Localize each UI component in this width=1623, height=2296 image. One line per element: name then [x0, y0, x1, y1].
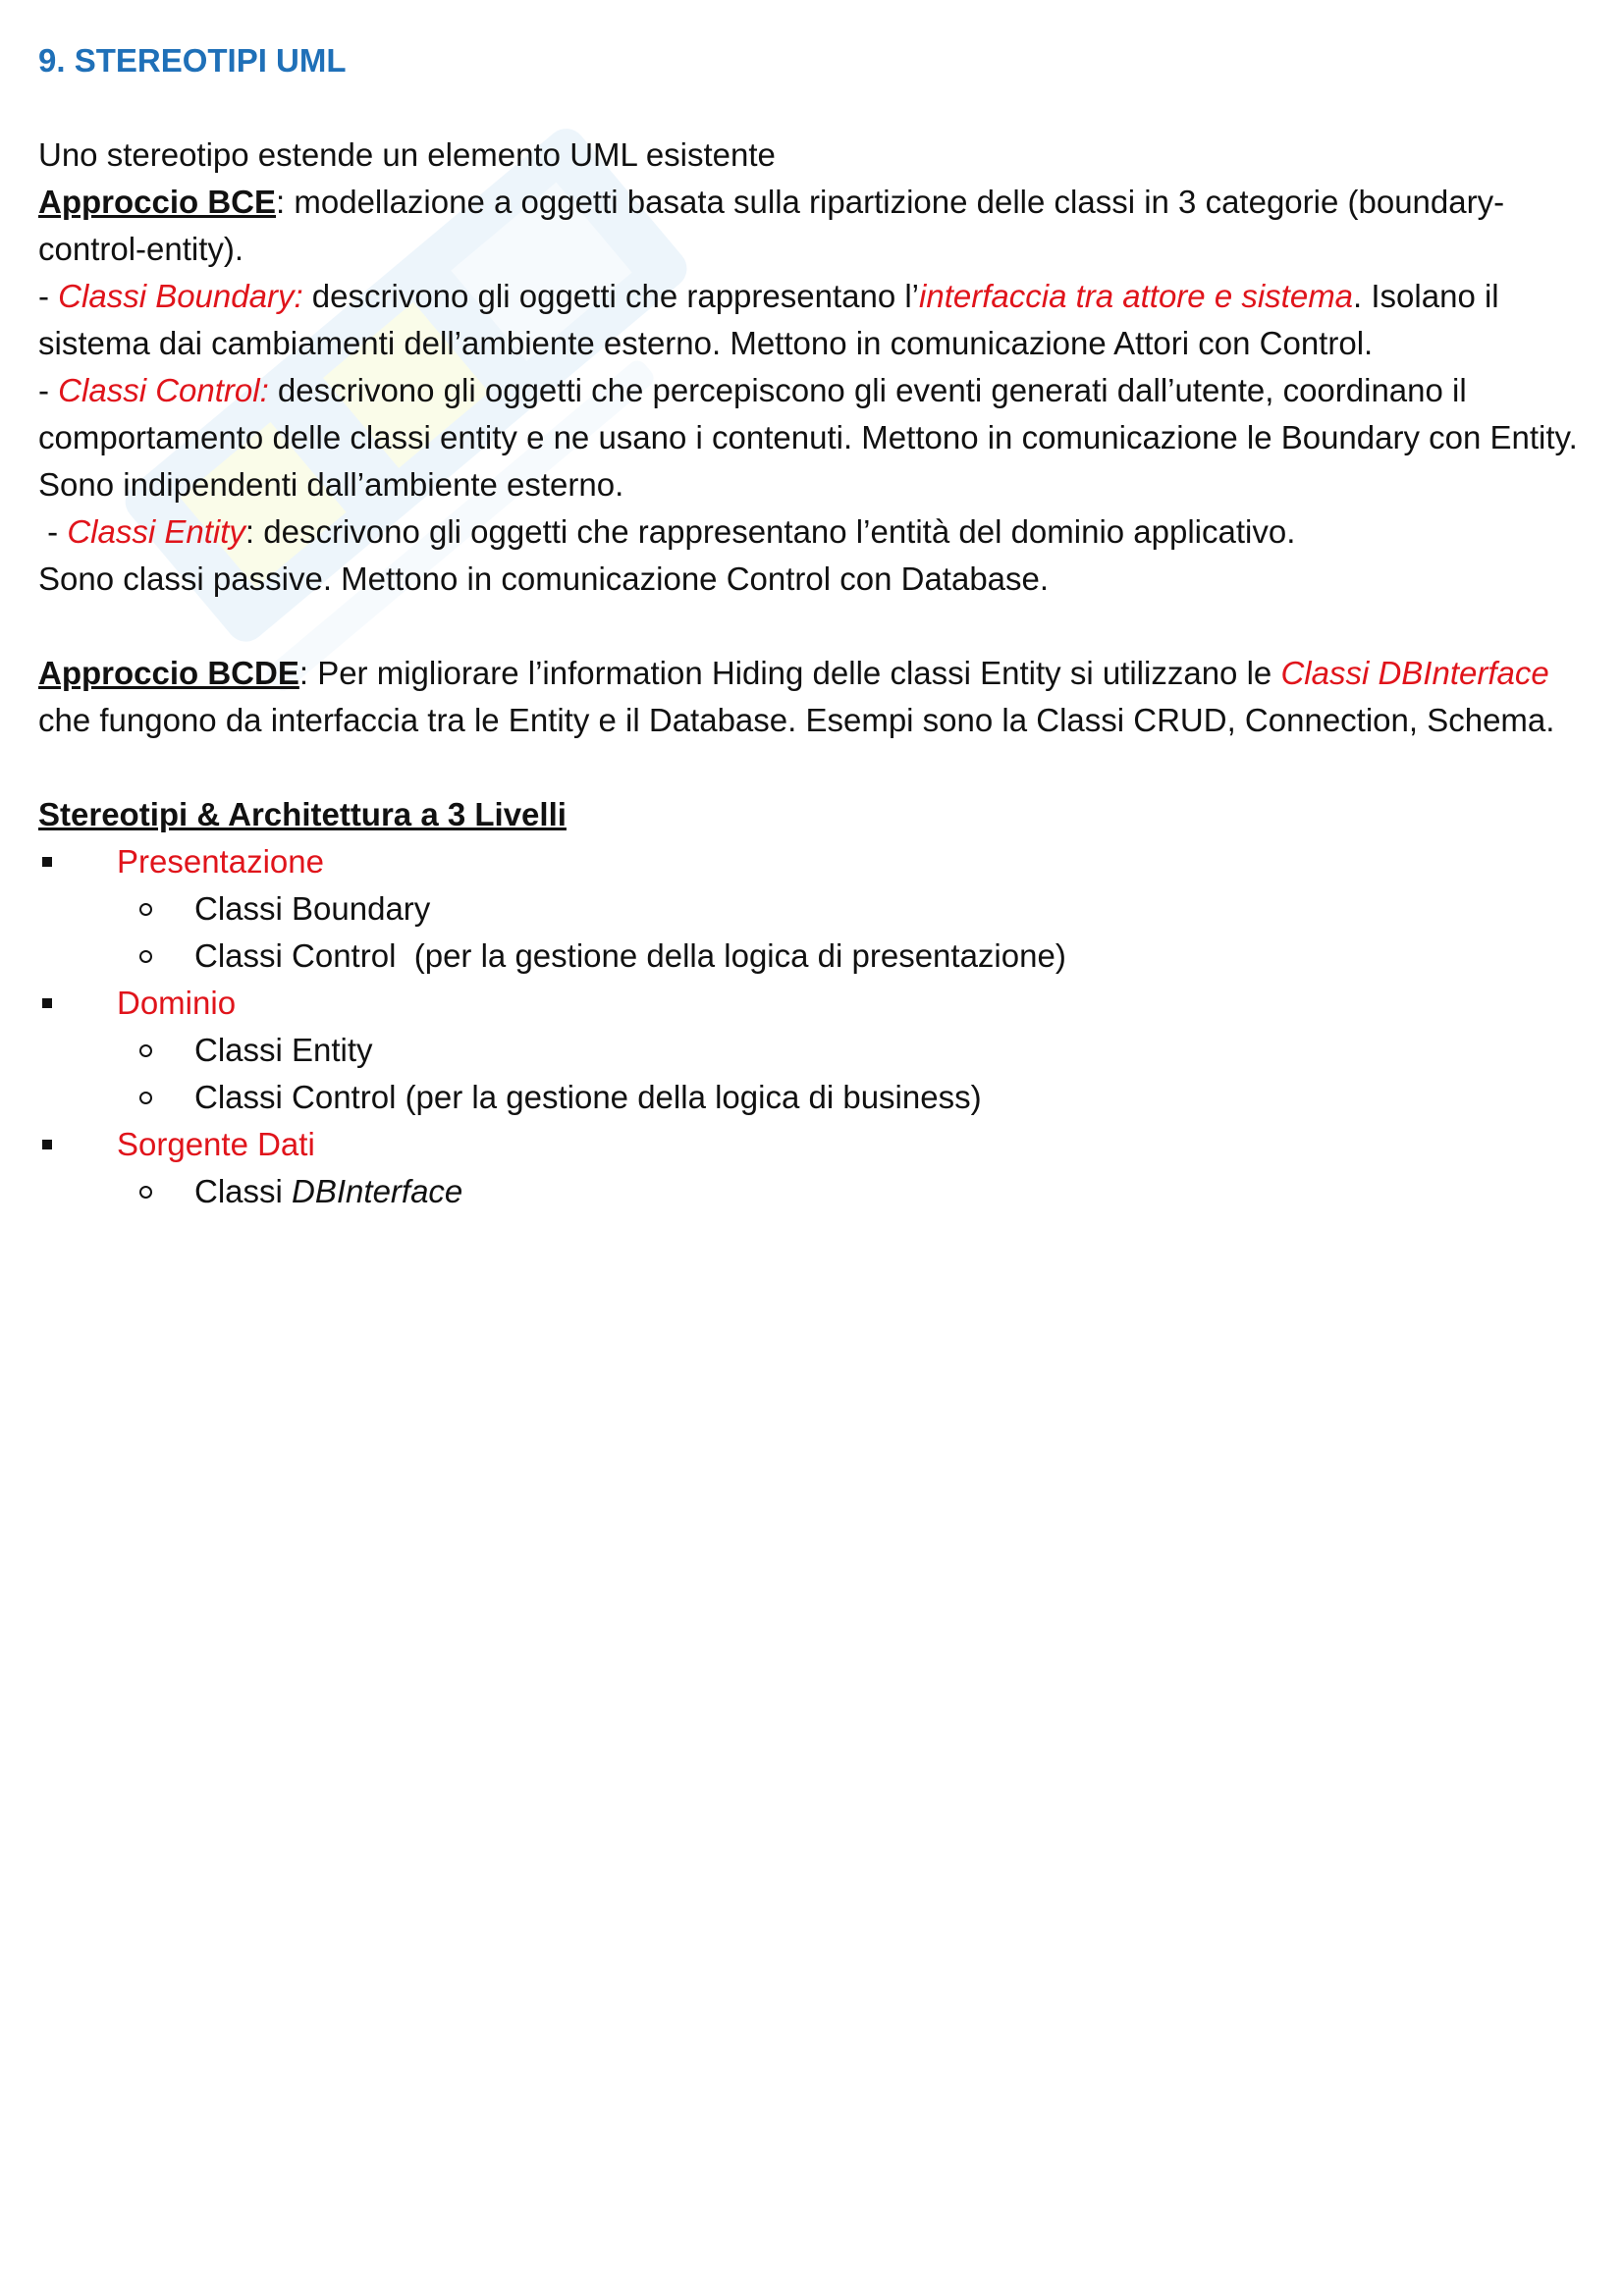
circle-bullet-icon: [139, 1186, 152, 1199]
control-text: descrivono gli oggetti che percepiscono gli eventi generati dall’utente, coordinano il comportamento delle classi entity e ne usano i contenuti. Mettono in comunicazione le Boundary con Entity. Sono indipendenti dall’ambiente esterno.: [38, 372, 1578, 503]
spacer: [38, 603, 1590, 650]
control-paragraph: [38, 367, 1590, 508]
boundary-paragraph: [38, 273, 1590, 367]
list-item-level: [38, 1121, 1590, 1168]
list-item: [38, 1168, 1590, 1215]
square-bullet-icon: [42, 1140, 52, 1149]
intro-paragraph: Uno stereotipo estende un elemento UML esistente: [38, 136, 776, 173]
circle-bullet-icon: [139, 950, 152, 963]
boundary-text-2: . Isolano il sistema dai cambiamenti dell’ambiente esterno. Mettono in comunicazione Attori con Control.: [38, 278, 1499, 361]
document-content: [38, 37, 1590, 1215]
circle-bullet-icon: [139, 1044, 152, 1057]
level-item: [194, 1168, 462, 1215]
control-label: Classi Control:: [58, 372, 269, 408]
entity-text-1: : descrivono gli oggetti che rappresentano l’entità del dominio applicativo.: [244, 513, 1296, 550]
bcde-text-1: : Per migliorare l’information Hiding delle classi Entity si utilizzano le: [298, 655, 1281, 691]
level-item-prefix: Classi: [194, 1173, 293, 1209]
entity-paragraph-continued: Sono classi passive. Mettono in comunicazione Control con Database.: [38, 561, 1050, 597]
boundary-label: Classi Boundary:: [58, 278, 303, 314]
architecture-title: [38, 791, 1590, 838]
list-item-level: [38, 980, 1590, 1027]
spacer: [38, 84, 1590, 132]
entity-label: Classi Entity: [67, 513, 245, 550]
architecture-title-text: Stereotipi & Architettura a 3 Livelli: [38, 796, 567, 832]
level-item: Classi Control (per la gestione della logica di presentazione): [194, 937, 1066, 974]
entity-prefix: -: [38, 513, 68, 550]
list-item: [38, 1027, 1590, 1074]
bcde-title: Approccio BCDE: [38, 655, 299, 691]
bce-text: : modellazione a oggetti basata sulla ripartizione delle classi in 3 categorie (boundary-control-entity).: [38, 184, 1505, 267]
list-item-level: [38, 838, 1590, 885]
level-name: Dominio: [117, 985, 237, 1021]
square-bullet-icon: [42, 857, 52, 867]
list-item: [38, 1074, 1590, 1121]
bce-title: Approccio BCE: [38, 184, 277, 220]
level-item-emphasis: DBInterface: [292, 1173, 463, 1209]
bcde-emphasis: Classi DBInterface: [1280, 655, 1549, 691]
entity-paragraph: [38, 508, 1590, 556]
bcde-text-2: che fungono da interfaccia tra le Entity e il Database. Esempi sono la Classi CRUD, Connection, Schema.: [38, 702, 1555, 738]
level-item: Classi Boundary: [194, 890, 431, 927]
list-item: [38, 933, 1590, 980]
square-bullet-icon: [42, 998, 52, 1008]
level-item: Classi Entity: [194, 1032, 373, 1068]
spacer: [38, 744, 1590, 791]
section-heading: 9. STEREOTIPI UML: [38, 42, 347, 79]
level-name: Presentazione: [117, 843, 324, 880]
boundary-prefix: -: [38, 278, 59, 314]
circle-bullet-icon: [139, 903, 152, 916]
circle-bullet-icon: [139, 1092, 152, 1104]
control-prefix: -: [38, 372, 59, 408]
bce-paragraph: [38, 179, 1590, 273]
architecture-list: [38, 838, 1590, 1215]
boundary-text-1: descrivono gli oggetti che rappresentano l’: [302, 278, 920, 314]
list-item: [38, 885, 1590, 933]
bcde-paragraph: [38, 650, 1590, 744]
boundary-emphasis: interfaccia tra attore e sistema: [919, 278, 1354, 314]
level-item: Classi Control (per la gestione della logica di business): [194, 1079, 982, 1115]
level-name: Sorgente Dati: [117, 1126, 315, 1162]
